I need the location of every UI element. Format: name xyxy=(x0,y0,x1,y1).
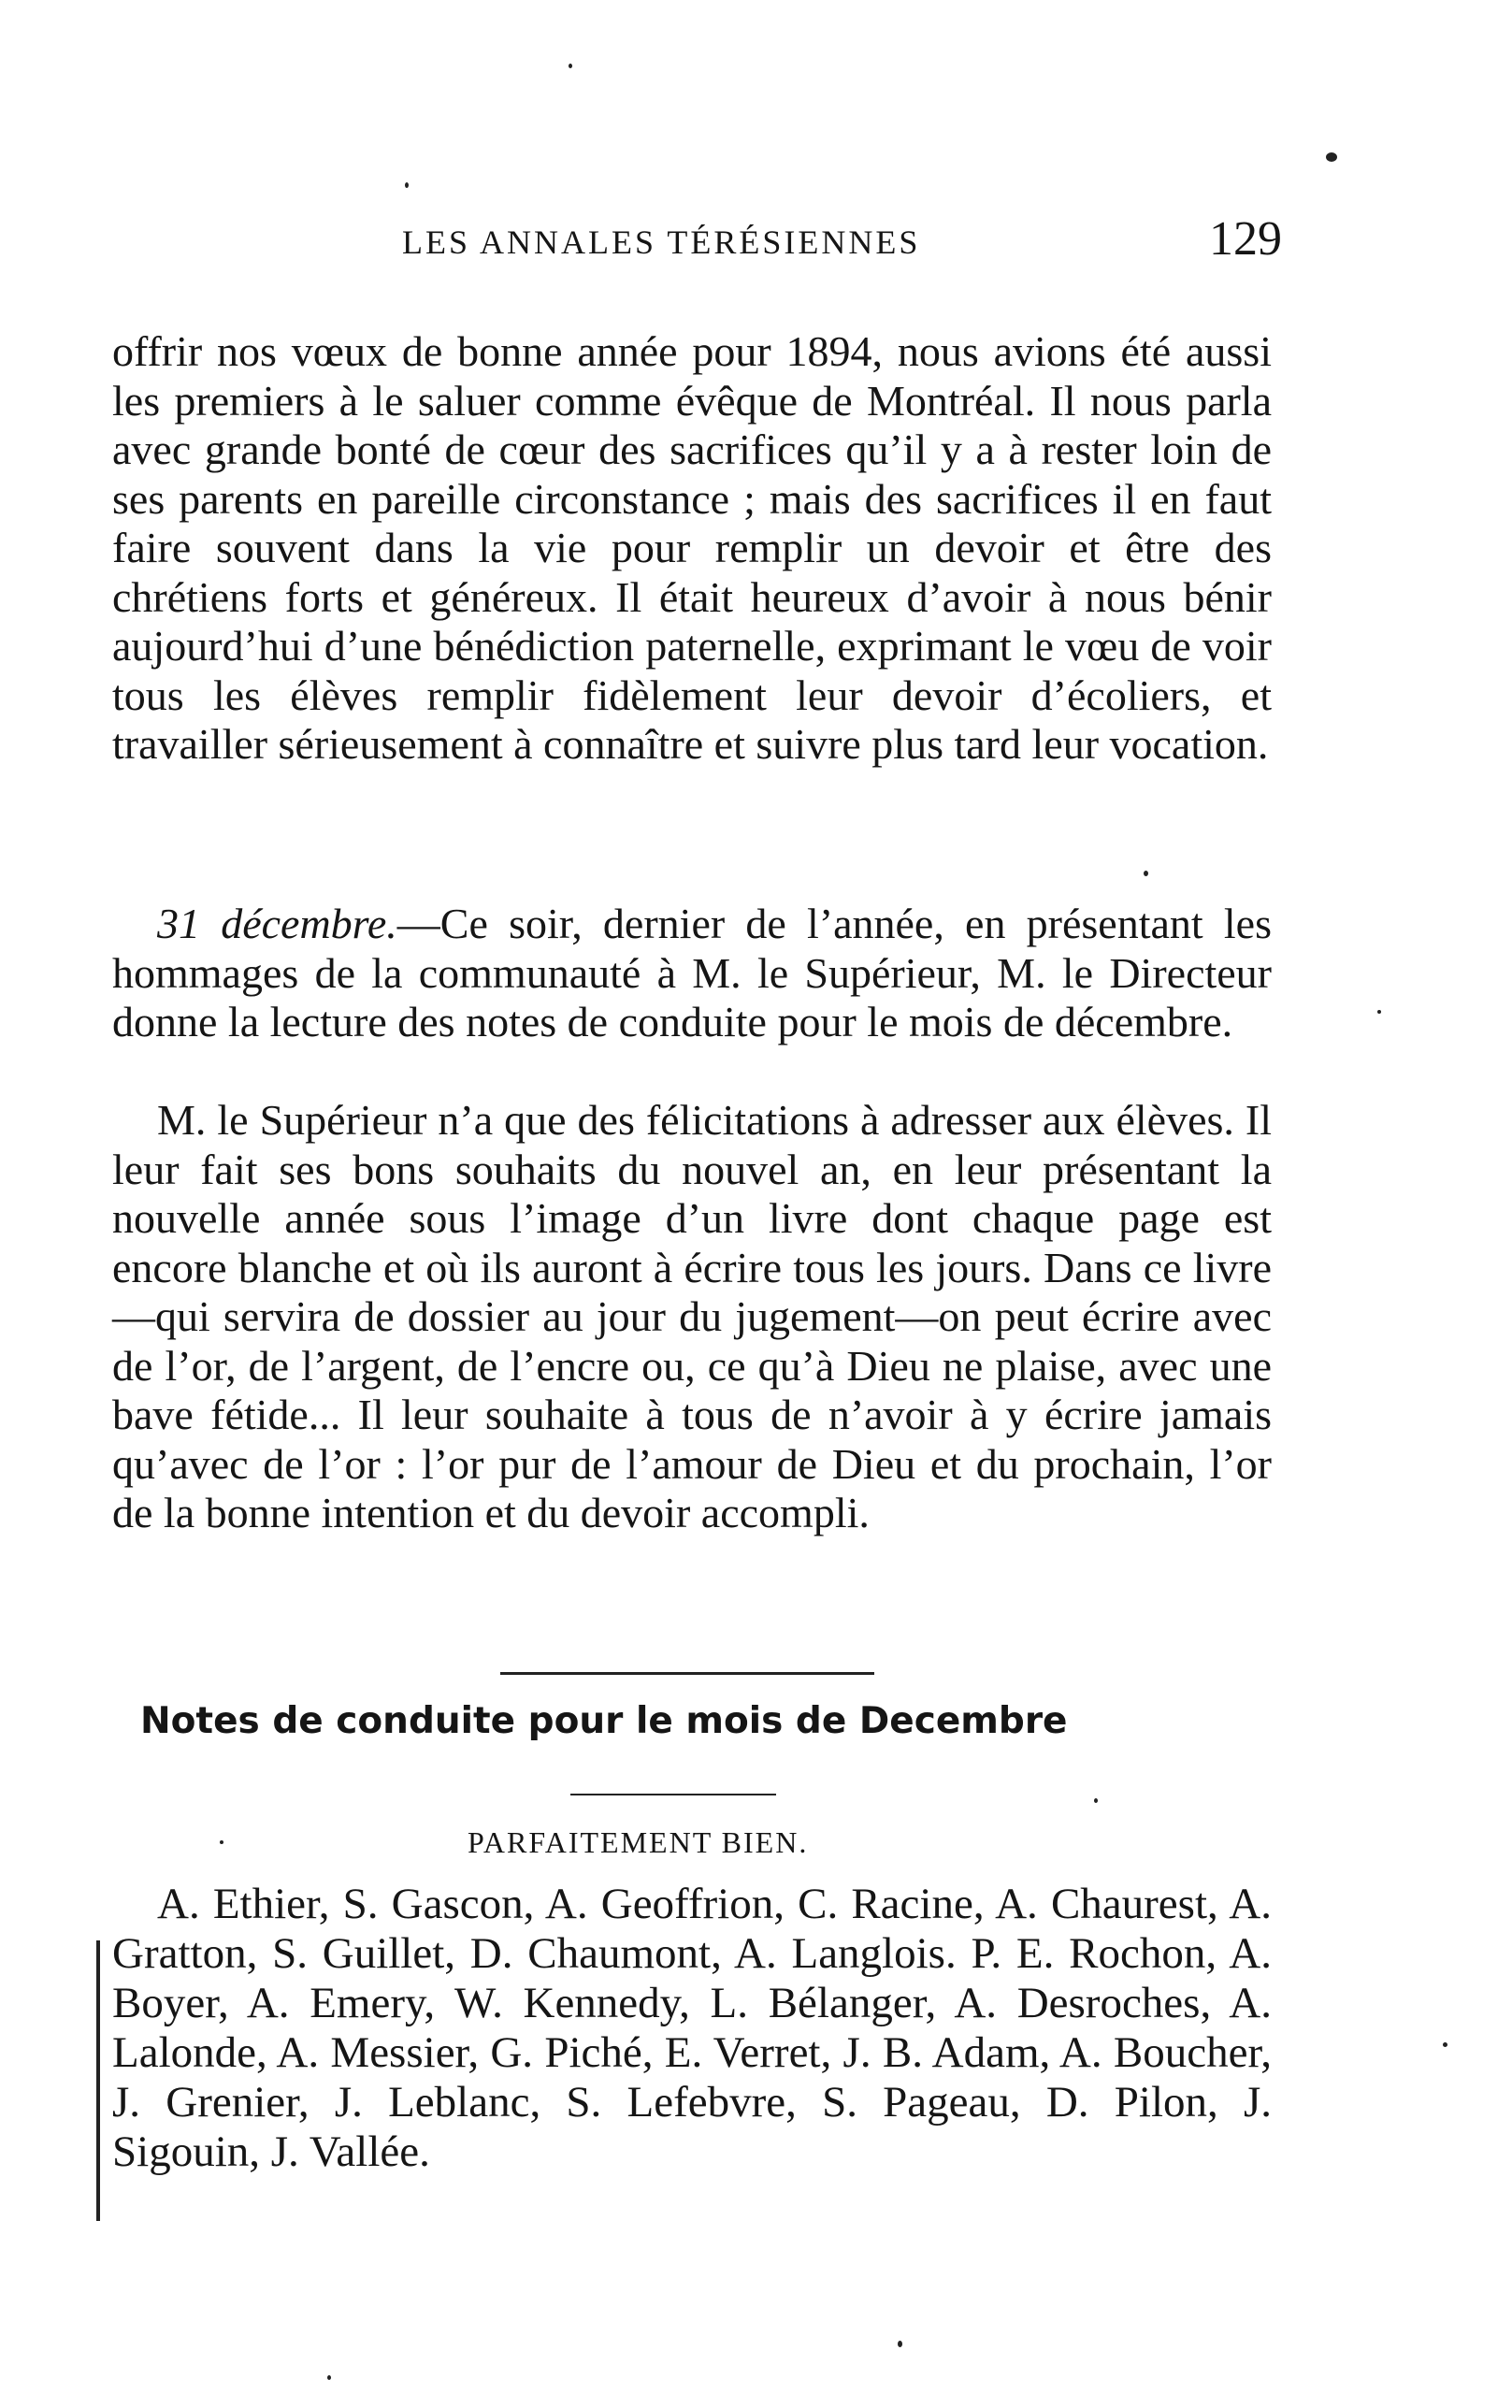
scan-speck xyxy=(569,64,572,68)
scan-speck xyxy=(220,1840,223,1844)
scan-speck xyxy=(1443,2042,1447,2047)
scan-speck xyxy=(898,2341,902,2347)
names-text: A. Ethier, S. Gascon, A. Geoffrion, C. Racine, A. Chaurest, A. Gratton, S. Guillet, D. Chaumont, A. Langlois. P. E. Rochon, A. Boyer, A. Emery, W. Kennedy, L. Bélanger, A. Desroches, A. Lalonde, A. Messier, G. Piché, E. Verret, J. B. Adam, A. Boucher, J. Grenier, J. Leblanc, S. Lefebvre, S. Pageau, D. Pilon, J. Sigouin, J. Vallée. xyxy=(112,1880,1272,2176)
scan-speck xyxy=(1377,1010,1381,1014)
section-divider xyxy=(500,1672,874,1675)
entry-date: 31 décembre. xyxy=(157,900,397,947)
scan-speck xyxy=(405,182,409,188)
page-number: 129 xyxy=(1209,212,1282,266)
scan-speck xyxy=(327,2375,331,2380)
scan-speck xyxy=(1144,871,1148,876)
scan-speck xyxy=(1094,1798,1098,1803)
running-header: LES ANNALES TÉRÉSIENNES xyxy=(402,223,921,261)
category-label: PARFAITEMENT BIEN. xyxy=(468,1825,809,1859)
heading-underline xyxy=(570,1794,776,1795)
names-list xyxy=(112,1880,1272,2177)
paragraph-2-text: —Ce soir, dernier de l’année, en présentant les hommages de la communauté à M. le Supérieur, M. le Directeur donne la lecture des notes de conduite pour le mois de décembre. xyxy=(112,900,1272,1045)
paragraph-3-text: M. le Supérieur n’a que des félicitations à adresser aux élèves. Il leur fait ses bons souhaits du nouvel an, en leur présentant la nouvelle année sous l’image d’un livre dont chaque page est encore blanche et où ils auront à écrire tous les jours. Dans ce livre—qui servira de dossier au jour du jugement—on peut écrire avec de l’or, de l’argent, de l’encre ou, ce qu’à Dieu ne plaise, avec une bave fétide... Il leur souhaite à tous de n’avoir à y écrire jamais qu’avec de l’or : l’or pur de l’amour de Dieu et du prochain, l’or de la bonne intention et du devoir accompli. xyxy=(112,1096,1272,1536)
paragraph-3 xyxy=(112,1096,1272,1538)
margin-bar xyxy=(96,1940,100,2221)
paragraph-2 xyxy=(112,900,1272,1047)
scan-speck xyxy=(1326,152,1337,162)
section-heading: Notes de conduite pour le mois de Decembre xyxy=(140,1700,1068,1742)
paragraph-1: offrir nos vœux de bonne année pour 1894, nous avions été aussi les premiers à le saluer comme évêque de Montréal. Il nous parla avec grande bonté de cœur des sacrifices qu’il y a à rester loin de ses parents en pareille circonstance ; mais des sacrifices il en faut faire souvent dans la vie pour remplir un devoir et être des chrétiens forts et généreux. Il était heureux d’avoir à nous bénir aujourd’hui d’une bénédiction paternelle, exprimant le vœu de voir tous les élèves remplir fidèlement leur devoir d’écoliers, et travailler sérieusement à connaître et suivre plus tard leur vocation. xyxy=(112,327,1272,768)
